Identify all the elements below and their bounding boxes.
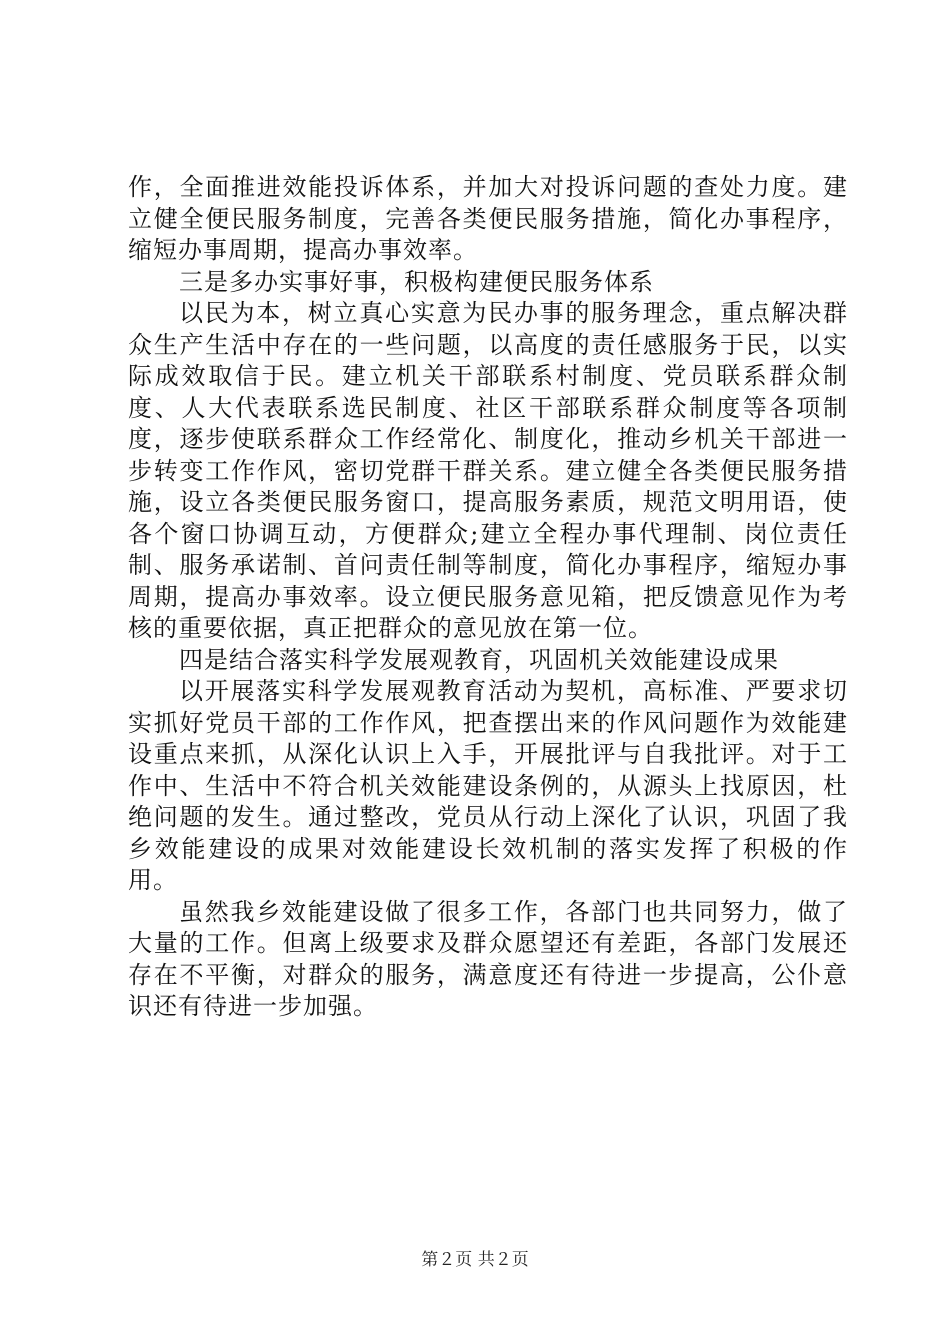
paragraph-continuation: 作，全面推进效能投诉体系，并加大对投诉问题的查处力度。建立健全便民服务制度，完善各类便民服务措施，简化办事程序，缩短办事周期，提高办事效率。 [128, 173, 848, 264]
document-body [128, 172, 848, 1023]
section-heading-four: 四是结合落实科学发展观教育，巩固机关效能建设成果 [179, 645, 779, 674]
paragraph-service-system: 以民为本，树立真心实意为民办事的服务理念，重点解决群众生产生活中存在的一些问题，以高度的责任感服务于民，以实际成效取信于民。建立机关干部联系村制度、党员联系群众制度、人大代表联系选民制度、社区干部联系群众制度等各项制度，逐步使联系群众工作经常化、制度化，推动乡机关干部进一步转变工作作风，密切党群干群关系。建立健全各类便民服务措施，设立各类便民服务窗口，提高服务素质，规范文明用语，使各个窗口协调互动，方便群众;建立全程办事代理制、岗位责任制、服务承诺制、首问责任制等制度，简化办事程序，缩短办事周期，提高办事效率。设立便民服务意见箱，把反馈意见作为考核的重要依据，真正把群众的意见放在第一位。 [128, 299, 848, 642]
page-number-footer: 第２页 共２页 [421, 1250, 529, 1270]
paragraph-education: 以开展落实科学发展观教育活动为契机，高标准、严要求切实抓好党员干部的工作作风，把查摆出来的作风问题作为效能建设重点来抓，从深化认识上入手，开展批评与自我批评。对于工作中、生活中不符合机关效能建设条例的，从源头上找原因，杜绝问题的发生。通过整改，党员从行动上深化了认识，巩固了我乡效能建设的成果对效能建设长效机制的落实发挥了积极的作用。 [128, 677, 848, 894]
section-heading-three: 三是多办实事好事，积极构建便民服务体系 [179, 267, 654, 296]
paragraph-conclusion: 虽然我乡效能建设做了很多工作，各部门也共同努力，做了大量的工作。但离上级要求及群众愿望还有差距，各部门发展还存在不平衡，对群众的服务，满意度还有待进一步提高，公仆意识还有待进一步加强。 [128, 897, 848, 1020]
